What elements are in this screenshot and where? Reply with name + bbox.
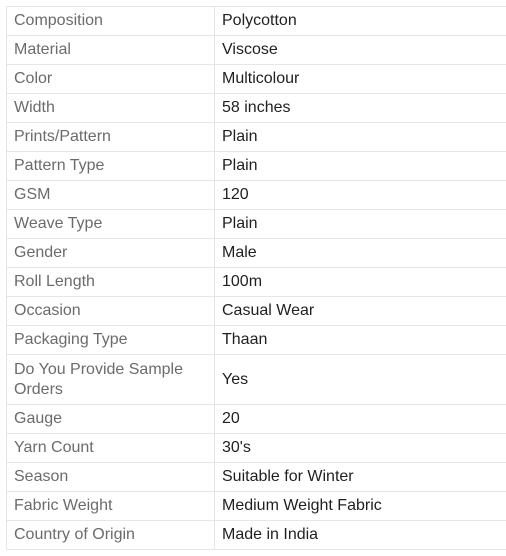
spec-value: 120 <box>215 181 506 210</box>
spec-value: Male <box>215 239 506 268</box>
spec-value: Thaan <box>215 326 506 355</box>
spec-value: Plain <box>215 152 506 181</box>
table-row <box>7 239 506 268</box>
spec-value: 20 <box>215 405 506 434</box>
spec-value: Casual Wear <box>215 297 506 326</box>
spec-label: Width <box>7 94 215 123</box>
table-row <box>7 521 506 550</box>
spec-value: Viscose <box>215 36 506 65</box>
spec-label: GSM <box>7 181 215 210</box>
spec-label: Prints/Pattern <box>7 123 215 152</box>
table-row <box>7 7 506 36</box>
table-row <box>7 463 506 492</box>
table-row <box>7 355 506 405</box>
product-specifications-table <box>6 6 506 550</box>
table-row <box>7 405 506 434</box>
spec-value: 100m <box>215 268 506 297</box>
table-row <box>7 210 506 239</box>
table-row <box>7 65 506 94</box>
spec-value: 58 inches <box>215 94 506 123</box>
table-row <box>7 94 506 123</box>
spec-label: Country of Origin <box>7 521 215 550</box>
spec-value: Suitable for Winter <box>215 463 506 492</box>
spec-value: Multicolour <box>215 65 506 94</box>
spec-value: Polycotton <box>215 7 506 36</box>
spec-label: Season <box>7 463 215 492</box>
table-row <box>7 123 506 152</box>
table-row <box>7 434 506 463</box>
spec-label: Gender <box>7 239 215 268</box>
spec-label: Occasion <box>7 297 215 326</box>
table-row <box>7 297 506 326</box>
spec-value: Plain <box>215 210 506 239</box>
table-row <box>7 181 506 210</box>
spec-value: Made in India <box>215 521 506 550</box>
table-row <box>7 492 506 521</box>
spec-label: Material <box>7 36 215 65</box>
spec-label: Fabric Weight <box>7 492 215 521</box>
table-row <box>7 36 506 65</box>
table-row <box>7 268 506 297</box>
spec-label: Roll Length <box>7 268 215 297</box>
spec-label: Weave Type <box>7 210 215 239</box>
spec-value: Yes <box>215 355 506 405</box>
spec-label: Composition <box>7 7 215 36</box>
spec-value: Plain <box>215 123 506 152</box>
spec-label: Do You Provide Sample Orders <box>7 355 215 405</box>
table-row <box>7 152 506 181</box>
table-row <box>7 326 506 355</box>
spec-value: Medium Weight Fabric <box>215 492 506 521</box>
spec-value: 30's <box>215 434 506 463</box>
spec-label: Gauge <box>7 405 215 434</box>
spec-label: Color <box>7 65 215 94</box>
spec-label: Pattern Type <box>7 152 215 181</box>
spec-label: Packaging Type <box>7 326 215 355</box>
spec-label: Yarn Count <box>7 434 215 463</box>
